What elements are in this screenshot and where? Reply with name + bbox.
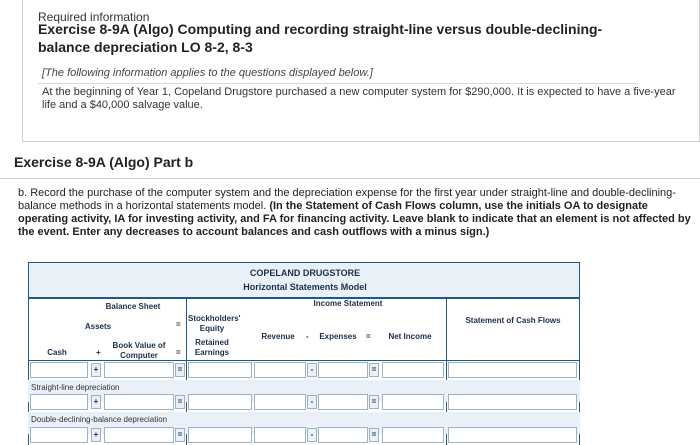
balance-sheet-label: Balance Sheet — [105, 302, 161, 311]
income-statement-label: Income Statement — [313, 299, 383, 308]
exercise-title: Exercise 8-9A (Algo) Computing and recording straight-line versus double-declining-balance depreciation LO 8-2, 8-3 — [38, 21, 603, 55]
book-value-label: Book Value of Computer — [112, 341, 166, 360]
equals-sign: = — [369, 395, 379, 409]
revenue-input[interactable] — [254, 362, 306, 378]
horizontal-statements-model — [28, 262, 580, 445]
net-income-input[interactable] — [382, 427, 444, 443]
expenses-input[interactable] — [318, 427, 368, 443]
cash-flows-label: Statement of Cash Flows — [465, 316, 561, 325]
retained-earnings-input[interactable] — [188, 427, 252, 443]
plus-sign: + — [91, 363, 101, 377]
minus-sign: - — [307, 428, 317, 442]
table-header — [28, 262, 580, 298]
equals-sign: = — [369, 363, 379, 377]
cash-label: Cash — [47, 348, 67, 357]
model-title: Horizontal Statements Model — [243, 282, 367, 292]
cash-input[interactable] — [30, 362, 88, 378]
retained-earnings-label: Retained Earnings — [194, 338, 230, 357]
net-income-label: Net Income — [388, 332, 432, 341]
equals-sign: = — [175, 395, 185, 409]
retained-earnings-input[interactable] — [188, 362, 252, 378]
equals-sign: = — [175, 428, 185, 442]
retained-earnings-input[interactable] — [188, 394, 252, 410]
required-info-label: Required information — [38, 10, 150, 24]
expenses-input[interactable] — [318, 362, 368, 378]
company-name: COPELAND DRUGSTORE — [249, 268, 361, 278]
expenses-input[interactable] — [318, 394, 368, 410]
equals-sign: = — [369, 428, 379, 442]
book-value-input[interactable] — [104, 362, 174, 378]
ddb-row-label: Double-declining-balance depreciation — [31, 415, 168, 424]
revenue-input[interactable] — [254, 427, 306, 443]
minus-sign: - — [306, 332, 309, 341]
equity-label: Stockholders' Equity — [188, 314, 241, 333]
revenue-label: Revenue — [261, 332, 295, 341]
instructions — [18, 187, 698, 239]
divider — [38, 83, 638, 84]
divider — [0, 178, 700, 179]
info-note: [The following information applies to the questions displayed below.] — [42, 67, 373, 79]
equals-sign: = — [366, 332, 371, 341]
book-value-input[interactable] — [104, 427, 174, 443]
book-value-input[interactable] — [104, 394, 174, 410]
cash-flows-input[interactable] — [448, 394, 577, 410]
cash-input[interactable] — [30, 394, 88, 410]
equals-sign: = — [176, 348, 181, 357]
minus-sign: - — [307, 395, 317, 409]
cash-flows-input[interactable] — [448, 362, 577, 378]
plus-sign: + — [96, 348, 101, 357]
net-income-input[interactable] — [382, 394, 444, 410]
plus-sign: + — [91, 395, 101, 409]
part-title: Exercise 8-9A (Algo) Part b — [14, 154, 194, 170]
instructions-bold: (In the Statement of Cash Flows column, use the initials OA to designate operating activity, IA for investing activity, and FA for financing activity. Leave blank to indicate that an element is not affected by the event. Enter any decreases to account balances and cash outflows with a minus sign.) — [18, 200, 691, 238]
straight-line-row-label: Straight-line depreciation — [31, 383, 120, 392]
assets-label: Assets — [84, 322, 112, 331]
equals-sign: = — [175, 363, 185, 377]
plus-sign: + — [91, 428, 101, 442]
revenue-input[interactable] — [254, 394, 306, 410]
scenario-text: At the beginning of Year 1, Copeland Drugstore purchased a new computer system for $290,000. It is expected to have a five-year life and a $40,000 salvage value. — [42, 86, 676, 111]
minus-sign: - — [307, 363, 317, 377]
cash-input[interactable] — [30, 427, 88, 443]
cash-flows-input[interactable] — [448, 427, 577, 443]
expenses-label: Expenses — [319, 332, 357, 341]
instructions-plain: b. Record the purchase of the computer system and the depreciation expense for the first year under straight-line and double-declining-balance methods in a horizontal statements model. — [18, 187, 676, 212]
net-income-input[interactable] — [382, 362, 444, 378]
equals-sign: = — [176, 320, 181, 329]
